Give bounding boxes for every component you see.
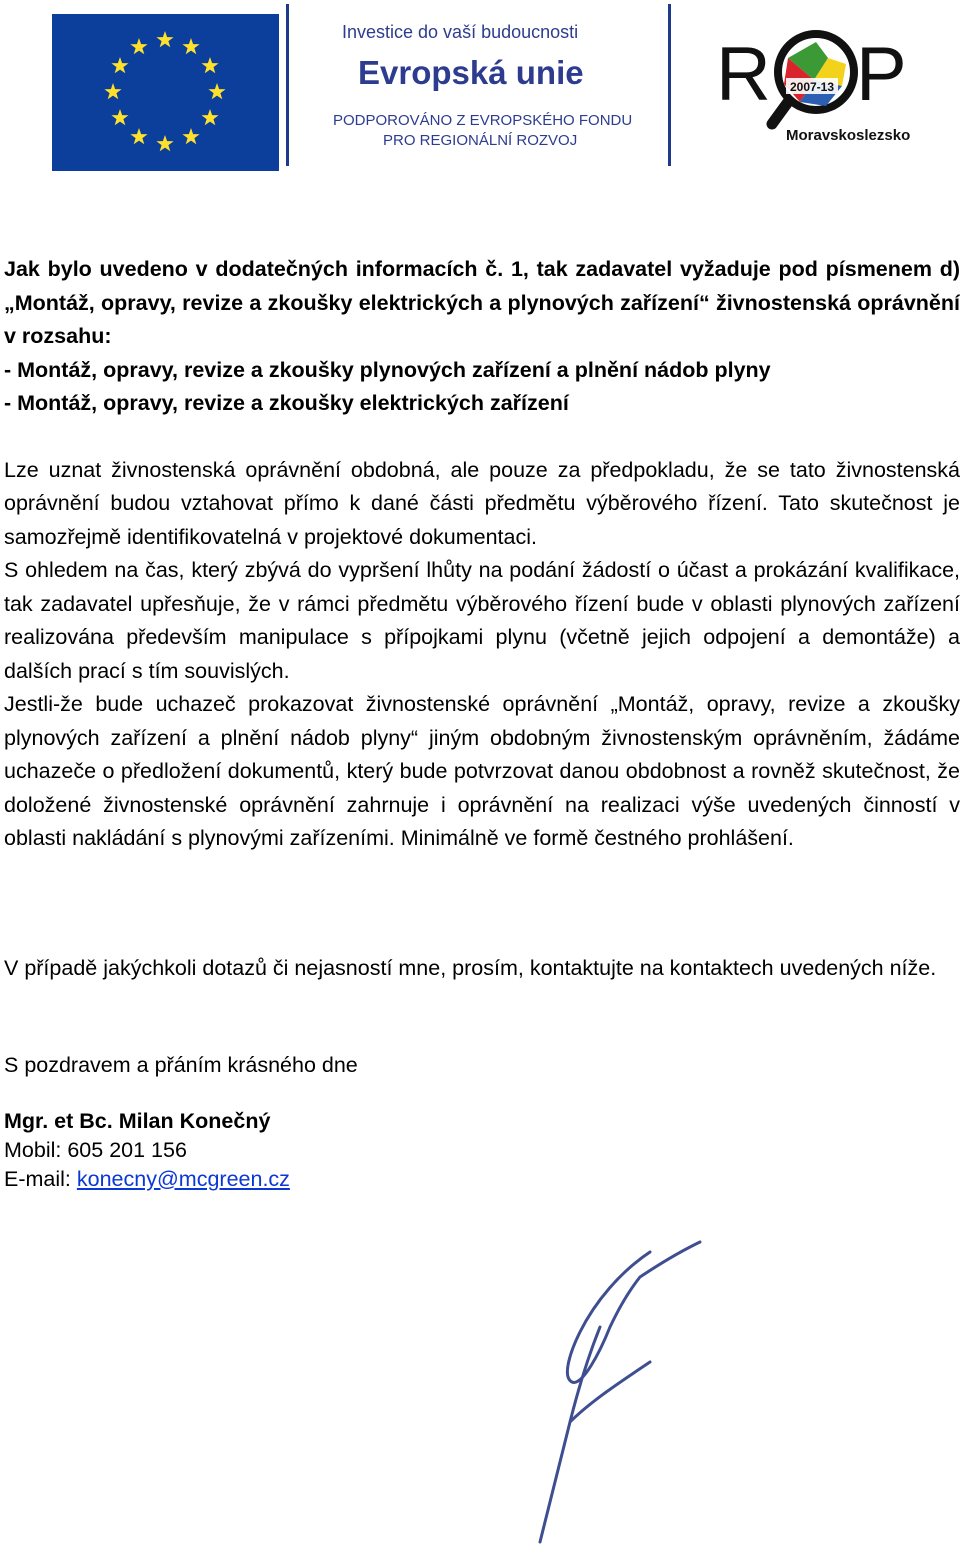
- handwritten-signature: [500, 1232, 740, 1552]
- requirement-item: - Montáž, opravy, revize a zkoušky elektrických zařízení: [4, 391, 569, 415]
- email-link[interactable]: konecny@mcgreen.cz: [76, 1166, 290, 1191]
- eu-slogan: Investice do vaší budoucnosti: [342, 22, 579, 42]
- magnifier-icon: [772, 34, 854, 124]
- requirement-item: - Montáž, opravy, revize a zkoušky plynových zařízení a plnění nádob plyny: [4, 357, 771, 382]
- paragraph: S ohledem na čas, který zbývá do vypršení lhůty na podání žádostí o účast a prokázání kvalifikace, tak zadavatel upřesňuje, že v rámci předmětu výběrového řízení bude v oblasti plynových zařízení realizována především manipulace s přípojkami plynu (včetně jejich odpojení a demontáže) a dalších prací s tím souvislých.: [4, 558, 960, 683]
- greeting: S pozdravem a přáním krásného dne: [4, 1053, 358, 1077]
- header-divider: [668, 4, 671, 166]
- eu-title: Evropská unie: [358, 54, 584, 91]
- letter-body: [4, 253, 960, 1194]
- contact-request: V případě jakýchkoli dotazů či nejasností mne, prosím, kontaktujte na kontaktech uvedených níže.: [4, 955, 937, 980]
- sender-email: [4, 1165, 960, 1194]
- rop-years: 2007-13: [789, 80, 835, 94]
- letterhead: [0, 0, 960, 175]
- sender-phone: [4, 1136, 960, 1165]
- eu-funding-block: [296, 8, 662, 168]
- intro-paragraph: Jak bylo uvedeno v dodatečných informacích č. 1, tak zadavatel vyžaduje pod písmenem d) „Montáž, opravy, revize a zkoušky elektrických a plynových zařízení“ živnostenská oprávnění v rozsahu:: [4, 257, 960, 348]
- sender-block: [4, 1107, 960, 1194]
- paragraph: Lze uznat živnostenská oprávnění obdobná, ale pouze za předpokladu, že se tato živnostenská oprávnění budou vztahovat přímo k dané části předmětu výběrového řízení. Tato skutečnost je samozřejmě identifikovatelná v projektové dokumentaci.: [4, 457, 960, 549]
- rop-letter-p: P: [856, 32, 907, 117]
- rop-logo: [716, 28, 916, 158]
- sender-name: Mgr. et Bc. Milan Konečný: [4, 1108, 271, 1133]
- rop-region: Moravskoslezsko: [786, 127, 911, 144]
- phone-number: 605 201 156: [67, 1137, 187, 1162]
- rop-letter-r: R: [716, 32, 771, 117]
- phone-label: Mobil:: [4, 1137, 62, 1162]
- header-divider: [286, 4, 289, 166]
- eu-fund-line2: PRO REGIONÁLNÍ ROZVOJ: [383, 132, 578, 149]
- eu-fund-line1: PODPOROVÁNO Z EVROPSKÉHO FONDU: [333, 112, 633, 129]
- paragraph: Jestli-že bude uchazeč prokazovat živnostenské oprávnění „Montáž, opravy, revize a zkoušky plynových zařízení a plnění nádob plyny“ jiným obdobným živnostenským oprávněním, žádáme uchazeče o předložení dokumentů, který bude potvrzovat danou obdobnost a rovněž skutečnost, že doložené živnostenské oprávnění zahrnuje i oprávnění na realizaci výše uvedených činností v oblasti nakládání s plynovými zařízeními. Minimálně ve formě čestného prohlášení.: [4, 692, 960, 850]
- email-label: E-mail:: [4, 1166, 71, 1191]
- eu-flag-icon: [52, 14, 279, 171]
